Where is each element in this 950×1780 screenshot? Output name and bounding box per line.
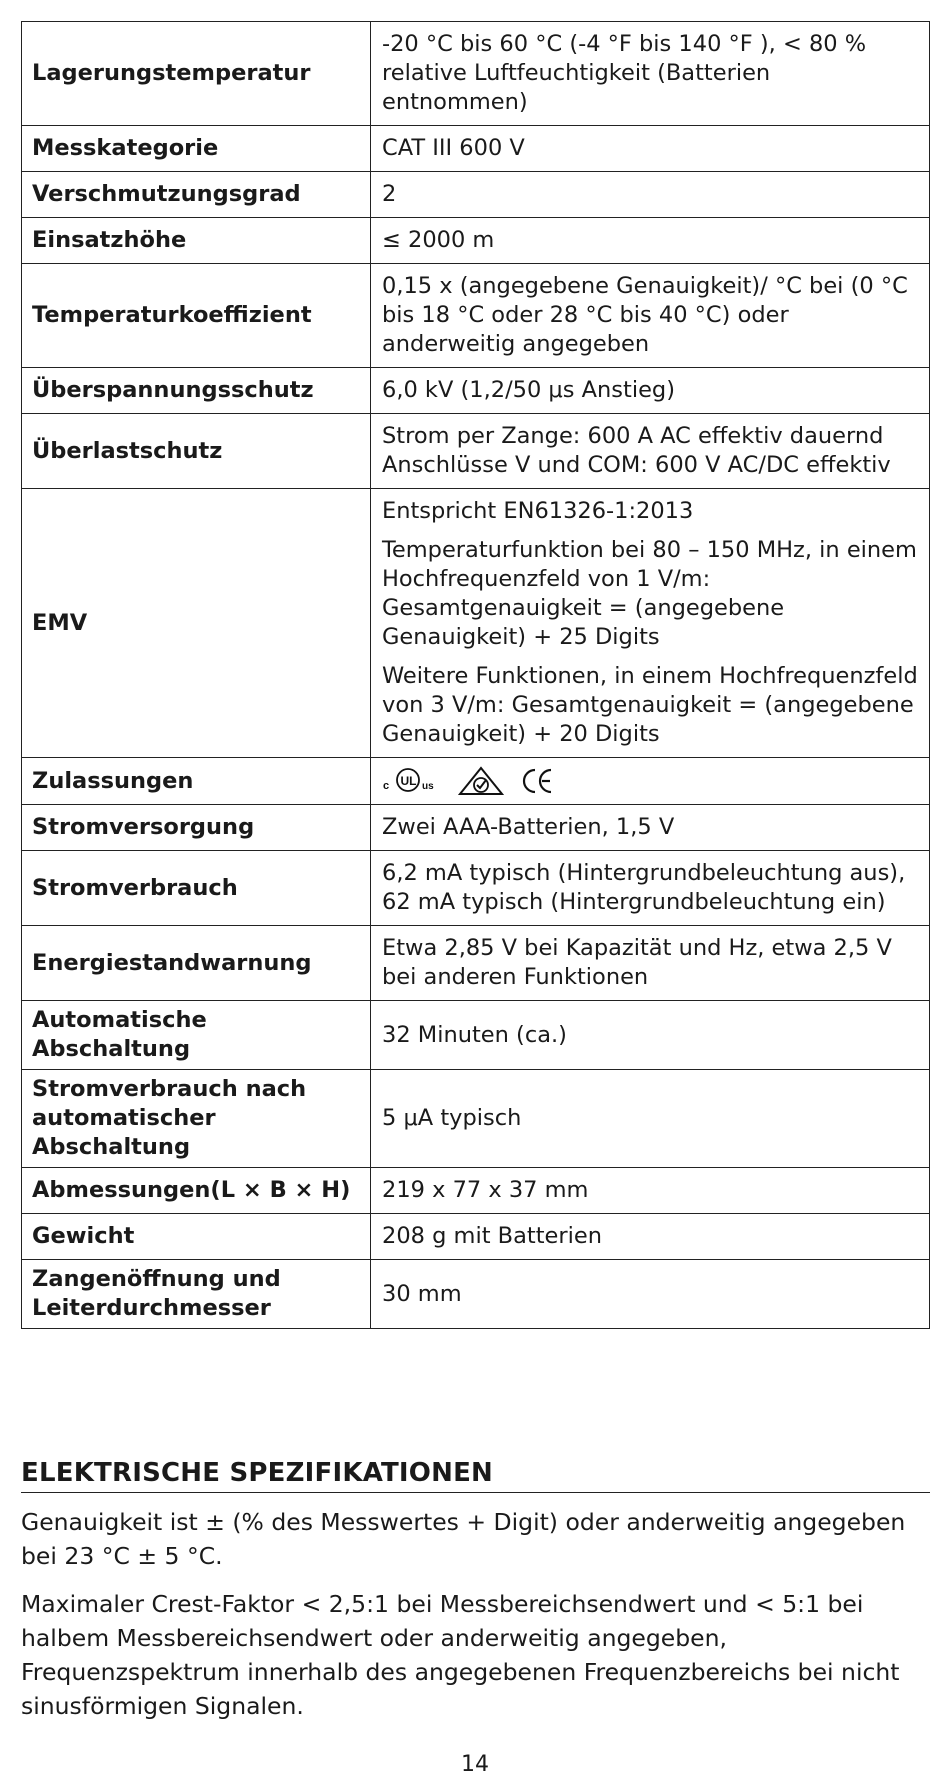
row-value-text: Weitere Funktionen, in einem Hochfrequenzfeld von 3 V/m: Gesamtgenauigkeit = (angegebene Genauigkeit) + 20 Digits — [382, 663, 918, 747]
ce-mark-icon — [520, 766, 554, 796]
table-row — [22, 414, 930, 489]
table-row — [22, 1001, 930, 1070]
row-value-text: ≤ 2000 m — [382, 227, 495, 253]
row-value — [371, 414, 930, 489]
row-value — [371, 1214, 930, 1260]
table-row — [22, 489, 930, 758]
row-label: Zulassungen — [22, 758, 371, 805]
row-value-text: Temperaturfunktion bei 80 – 150 MHz, in einem Hochfrequenzfeld von 1 V/m: Gesamtgenauigkeit = (angegebene Genauigkeit) + 25 Digits — [382, 537, 917, 650]
row-value-line: Anschlüsse V und COM: 600 V AC/DC effektiv — [382, 452, 891, 478]
page-number: 14 — [461, 1752, 489, 1777]
row-value — [371, 851, 930, 926]
row-value — [371, 218, 930, 264]
row-label: Einsatzhöhe — [22, 218, 371, 264]
row-value — [371, 1168, 930, 1214]
row-value — [371, 489, 930, 758]
row-value-line: Strom per Zange: 600 A AC effektiv dauernd — [382, 423, 884, 449]
row-label: Abmessungen(L × B × H) — [22, 1168, 371, 1214]
row-value-line: 6,2 mA typisch (Hintergrundbeleuchtung aus), — [382, 860, 906, 886]
table-row — [22, 218, 930, 264]
svg-text:UL: UL — [400, 774, 417, 788]
table-row — [22, 851, 930, 926]
row-value-text: -20 °C bis 60 °C (-4 °F bis 140 °F ), < 80 % relative Luftfeuchtigkeit (Batterien entnommen) — [382, 31, 867, 115]
row-value — [371, 926, 930, 1001]
row-value — [371, 22, 930, 126]
row-value-text: Entspricht EN61326-1:2013 — [382, 498, 694, 524]
body-paragraph: Genauigkeit ist ± (% des Messwertes + Digit) oder anderweitig angegeben bei 23 °C ± 5 °C. — [21, 1508, 906, 1570]
row-value-text: Etwa 2,85 V bei Kapazität und Hz, etwa 2,5 V bei anderen Funktionen — [382, 935, 892, 990]
row-label: Überlastschutz — [22, 414, 371, 489]
row-value — [371, 1260, 930, 1329]
table-row — [22, 368, 930, 414]
row-value-text: 2 — [382, 181, 397, 207]
row-value-text: 0,15 x (angegebene Genauigkeit)/ °C bei (0 °C bis 18 °C oder 28 °C bis 40 °C) oder anderweitig angegeben — [382, 273, 908, 357]
row-value-text: 6,0 kV (1,2/50 μs Anstieg) — [382, 377, 675, 403]
svg-text:c: c — [383, 780, 390, 792]
row-value-text: 5 μA typisch — [382, 1105, 522, 1131]
row-value — [371, 172, 930, 218]
row-value-line: 62 mA typisch (Hintergrundbeleuchtung ein) — [382, 889, 886, 915]
specifications-table — [21, 21, 930, 1329]
row-value — [371, 1001, 930, 1070]
row-value — [371, 1070, 930, 1168]
row-label: Stromversorgung — [22, 805, 371, 851]
row-label: Zangenöffnung und Leiterdurchmesser — [22, 1260, 371, 1329]
row-label: Energiestandwarnung — [22, 926, 371, 1001]
row-label: Stromverbrauch nach automatischer Abschaltung — [22, 1070, 371, 1168]
rcm-mark-icon — [458, 766, 504, 796]
row-value — [371, 758, 930, 805]
section-title: ELEKTRISCHE SPEZIFIKATIONEN — [21, 1458, 930, 1493]
row-value — [371, 264, 930, 368]
table-row — [22, 926, 930, 1001]
row-value-text: CAT III 600 V — [382, 135, 525, 161]
table-row — [22, 1070, 930, 1168]
approval-marks — [382, 766, 918, 796]
table-row — [22, 22, 930, 126]
row-label: Temperaturkoeffizient — [22, 264, 371, 368]
table-row — [22, 264, 930, 368]
table-row — [22, 1260, 930, 1329]
row-label: Überspannungsschutz — [22, 368, 371, 414]
row-value — [371, 368, 930, 414]
row-label: Messkategorie — [22, 126, 371, 172]
cul-us-mark-icon — [382, 766, 442, 796]
table-row — [22, 1168, 930, 1214]
row-value-text: Zwei AAA-Batterien, 1,5 V — [382, 814, 675, 840]
row-label: Gewicht — [22, 1214, 371, 1260]
table-row — [22, 172, 930, 218]
row-value — [371, 805, 930, 851]
row-label: Stromverbrauch — [22, 851, 371, 926]
row-label: Lagerungstemperatur — [22, 22, 371, 126]
table-row — [22, 1214, 930, 1260]
row-value-text: 30 mm — [382, 1280, 462, 1307]
body-paragraph: Maximaler Crest-Faktor < 2,5:1 bei Messbereichsendwert und < 5:1 bei halbem Messbereichsendwert oder anderweitig angegeben, Frequenzspektrum innerhalb des angegebenen Frequenzbereichs bei nicht sinusförmigen Signalen. — [21, 1590, 900, 1720]
row-value-text: 208 g mit Batterien — [382, 1223, 602, 1249]
table-row — [22, 758, 930, 805]
table-row — [22, 805, 930, 851]
row-value — [371, 126, 930, 172]
row-value-text: 32 Minuten (ca.) — [382, 1021, 567, 1048]
row-value-text: 219 x 77 x 37 mm — [382, 1177, 589, 1203]
row-label: Verschmutzungsgrad — [22, 172, 371, 218]
table-row — [22, 126, 930, 172]
svg-text:us: us — [422, 781, 434, 792]
row-label: Automatische Abschaltung — [22, 1001, 371, 1070]
row-label: EMV — [22, 489, 371, 758]
